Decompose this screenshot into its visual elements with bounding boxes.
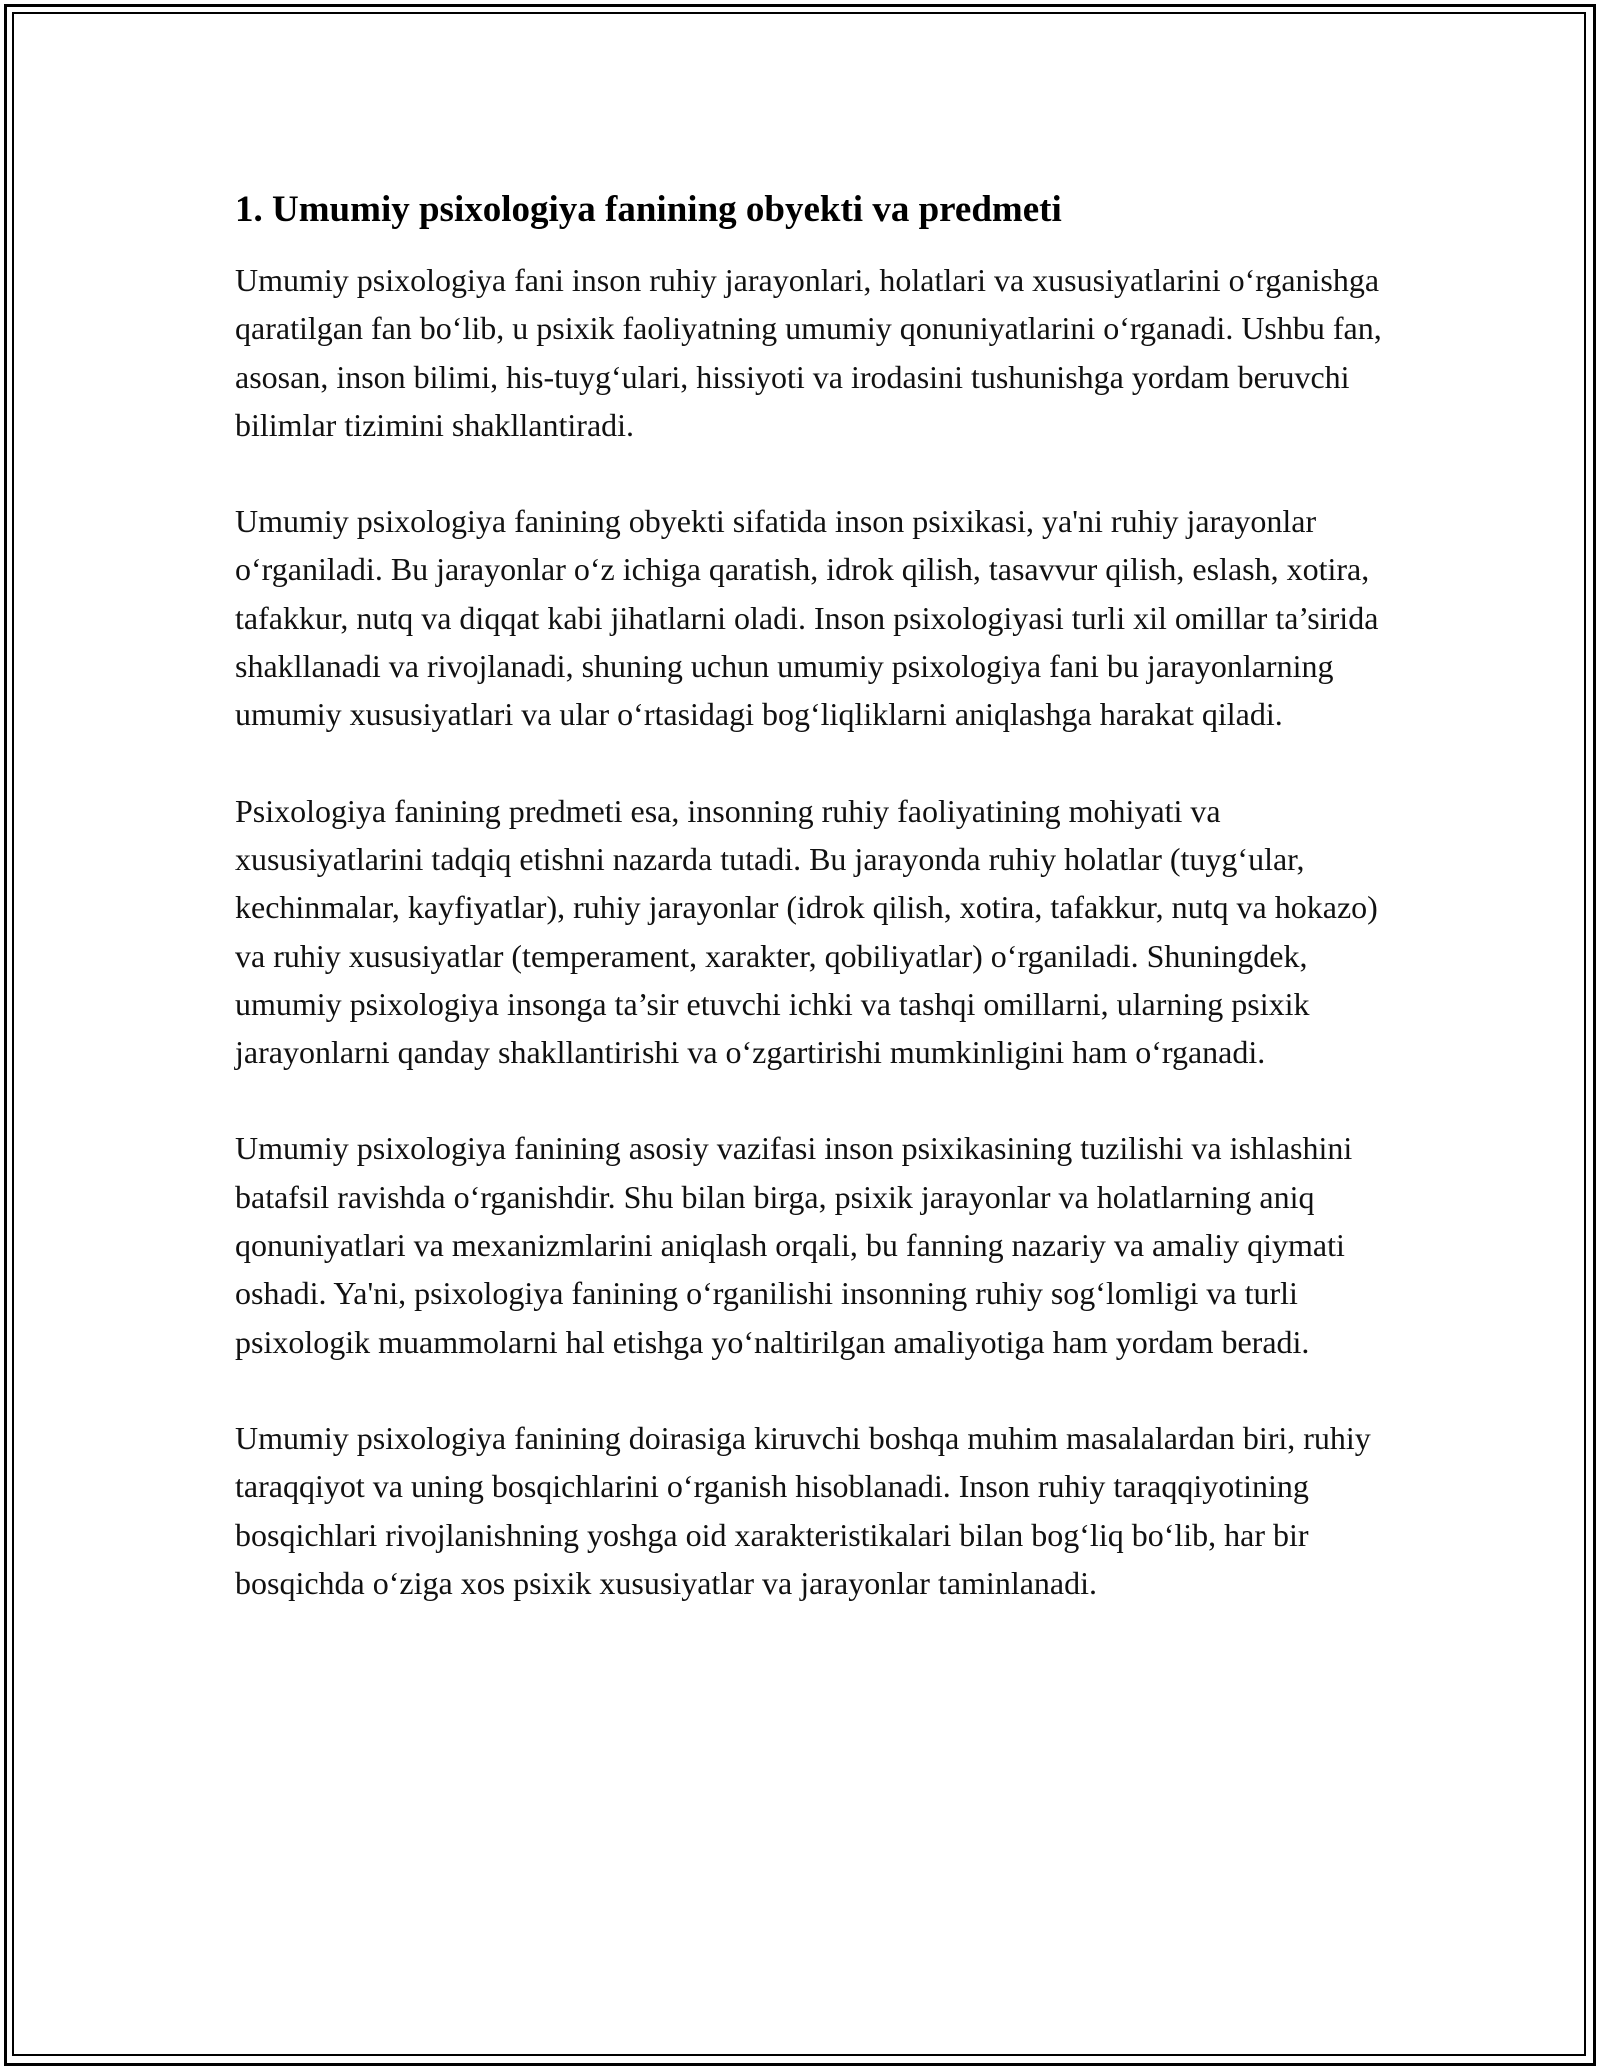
paragraph-2: Umumiy psixologiya fanining obyekti sifatida inson psixikasi, ya'ni ruhiy jarayonlar o‘rganiladi. Bu jarayonlar o‘z ichiga qaratish, idrok qilish, tasavvur qilish, eslash, xotira, tafakkur, nutq va diqqat kabi jihatlarni oladi. Inson psixologiyasi turli xil omillar ta’sirida shakllanadi va rivojlanadi, shuning uchun umumiy psixologiya fani bu jarayonlarning umumiy xususiyatlari va ular o‘rtasidagi bog‘liqliklarni aniqlashga harakat qiladi.: [235, 503, 1379, 733]
paragraph-3: Psixologiya fanining predmeti esa, insonning ruhiy faoliyatining mohiyati va xususiyatlarini tadqiq etishni nazarda tutadi. Bu jarayonda ruhiy holatlar (tuyg‘ular, kechinmalar, kayfiyatlar), ruhiy jarayonlar (idrok qilish, xotira, tafakkur, nutq va hokazo) va ruhiy xususiyatlar (temperament, xarakter, qobiliyatlar) o‘rganiladi. Shuningdek, umumiy psixologiya insonga ta’sir etuvchi ichki va tashqi omillarni, ularning psixik jarayonlarni qanday shakllantirishi va o‘zgartirishi mumkinligini ham o‘rganadi.: [235, 792, 1378, 1071]
document-title: 1. Umumiy psixologiya fanining obyekti va predmeti: [235, 189, 1062, 230]
paragraph-4: Umumiy psixologiya fanining asosiy vazifasi inson psixikasining tuzilishi va ishlashini batafsil ravishda o‘rganishdir. Shu bilan birga, psixik jarayonlar va holatlarning aniq qonuniyatlari va mexanizmlarini aniqlash orqali, bu fanning nazariy va amaliy qiymati oshadi. Ya'ni, psixologiya fanining o‘rganilishi insonning ruhiy sog‘lomligi va turli psixologik muammolarni hal etishga yo‘naltirilgan amaliyotiga ham yordam beradi.: [235, 1130, 1353, 1360]
paragraph-1: Umumiy psixologiya fani inson ruhiy jarayonlari, holatlari va xususiyatlarini o‘rganishga qaratilgan fan bo‘lib, u psixik faoliyatning umumiy qonuniyatlarini o‘rganadi. Ushbu fan, asosan, inson bilimi, his-tuyg‘ulari, hissiyoti va irodasini tushunishga yordam beruvchi bilimlar tizimini shakllantiradi.: [235, 262, 1382, 443]
document-body: [235, 186, 1385, 1655]
paragraph-5: Umumiy psixologiya fanining doirasiga kiruvchi boshqa muhim masalalardan biri, ruhiy taraqqiyot va uning bosqichlarini o‘rganish hisoblanadi. Inson ruhiy taraqqiyotining bosqichlari rivojlanishning yoshga oid xarakteristikalari bilan bog‘liq bo‘lib, har bir bosqichda o‘ziga xos psixik xususiyatlar va jarayonlar taminlanadi.: [235, 1419, 1371, 1601]
